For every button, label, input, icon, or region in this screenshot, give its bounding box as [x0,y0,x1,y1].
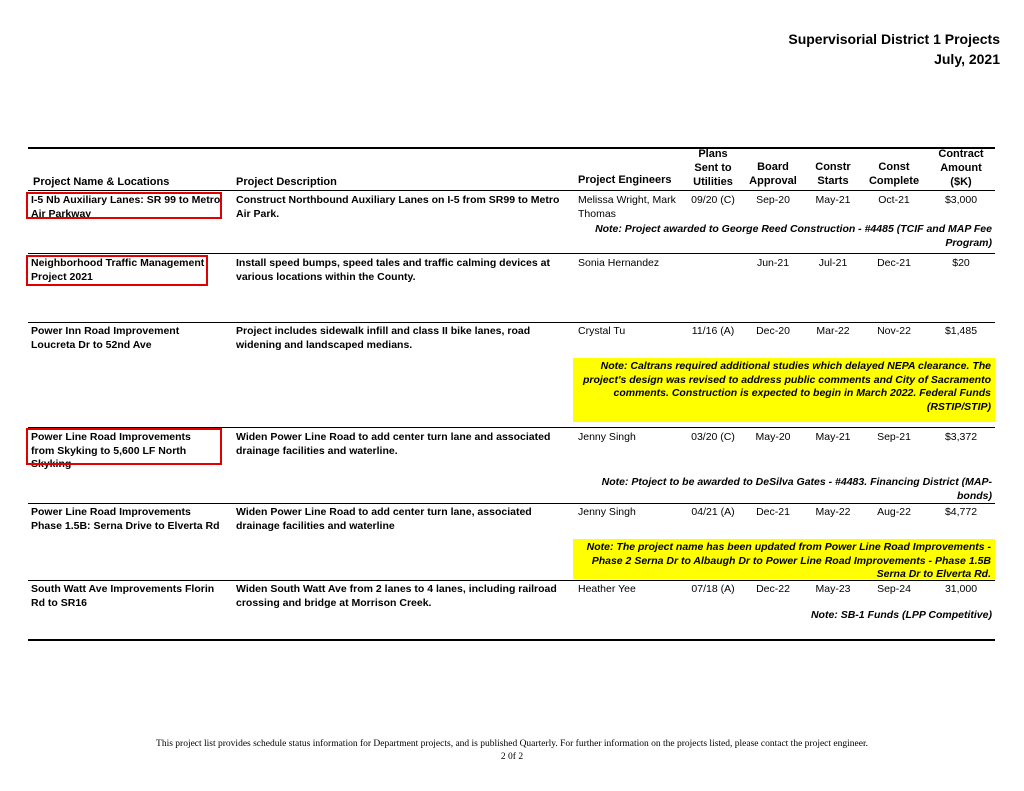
contract-amount: $3,000 [944,194,978,206]
board-date: May-20 [755,431,791,443]
project-engineers: Melissa Wright, Mark Thomas [578,194,676,220]
project-description: Widen South Watt Ave from 2 lanes to 4 lanes, including railroad crossing and bridge at Morrison Creek. [236,583,557,609]
constr-start-date: May-21 [815,194,851,206]
col-header-description: Project Description [236,176,337,188]
highlight-box [26,428,222,465]
const-complete-date: Oct-21 [878,194,910,206]
plans-date: 11/16 (A) [691,325,735,337]
col-header-engineers: Project Engineers [578,174,672,186]
page-title: Supervisorial District 1 Projects [788,31,1000,47]
project-name: Neighborhood Traffic Management Project 2021 [31,257,205,283]
project-note: Note: Ptoject to be awarded to DeSilva Gates - #4483. Financing District (MAP-bonds) [601,476,992,502]
header-rule [28,190,995,191]
project-description: Project includes sidewalk infill and class II bike lanes, road widening and landscaped medians. [236,325,531,351]
board-date: Dec-20 [756,325,790,337]
project-engineers: Heather Yee [578,583,636,595]
constr-start-date: Mar-22 [816,325,850,337]
project-engineers: Jenny Singh [578,506,636,518]
const-complete-date: Dec-21 [877,257,911,269]
plans-date: 03/20 (C) [691,431,735,443]
project-description: Install speed bumps, speed tales and traffic calming devices at various locations within the County. [236,257,550,283]
project-name: Power Line Road Improvements Phase 1.5B: Serna Drive to Elverta Rd [31,506,220,532]
col-header-amount: Contract Amount ($K) [938,148,984,188]
const-complete-date: Sep-21 [877,431,911,443]
contract-amount: 31,000 [944,583,978,595]
constr-start-date: May-21 [815,431,851,443]
page-date: July, 2021 [934,51,1000,67]
col-header-plans: Plans Sent to Utilities [693,148,733,188]
project-name: Power Inn Road Improvement Loucreta Dr to 52nd Ave [31,325,180,351]
contract-amount: $20 [952,257,970,269]
col-header-board: Board Approval [749,161,797,187]
constr-start-date: May-22 [815,506,851,518]
table-bottom-rule [28,639,995,641]
plans-date: 09/20 (C) [691,194,735,206]
board-date: Sep-20 [756,194,790,206]
project-name: South Watt Ave Improvements Florin Rd to SR16 [31,583,215,609]
project-engineers: Jenny Singh [578,431,636,443]
project-note: Note: SB-1 Funds (LPP Competitive) [810,609,992,621]
footer-text: This project list provides schedule status information for Department projects, and is published Quarterly. For further information on the projects listed, please contact the project engineer. [156,739,868,749]
col-header-constr-starts: Constr Starts [815,161,851,187]
row-rule [28,253,995,254]
contract-amount: $1,485 [944,325,978,337]
project-description: Widen Power Line Road to add center turn lane and associated drainage facilities and waterline. [236,431,551,457]
project-name: Power Line Road Improvements from Skyking to 5,600 LF North Skyking [31,431,191,470]
project-engineers: Sonia Hernandez [578,257,660,269]
board-date: Dec-21 [756,506,790,518]
contract-amount: $3,372 [944,431,978,443]
constr-start-date: Jul-21 [818,257,848,269]
contract-amount: $4,772 [944,506,978,518]
row-rule [28,580,995,581]
board-date: Dec-22 [756,583,790,595]
plans-date: 07/18 (A) [691,583,735,595]
col-header-name: Project Name & Locations [33,176,170,188]
project-description: Construct Northbound Auxiliary Lanes on I-5 from SR99 to Metro Air Park. [236,194,560,220]
highlight-box [26,255,208,286]
board-date: Jun-21 [756,257,790,269]
constr-start-date: May-23 [815,583,851,595]
project-engineers: Crystal Tu [578,325,626,337]
plans-date: 04/21 (A) [691,506,735,518]
table-top-rule [28,147,995,149]
project-note: Note: Caltrans required additional studies which delayed NEPA clearance. The project's design was revised to address public comments and City of Sacramento comments. Construction is expected to begin in March 2022. Federal Funds (RSTIP/STIP) [573,358,995,422]
const-complete-date: Nov-22 [877,325,911,337]
page-number: 2 0f 2 [500,752,524,762]
project-note: Note: Project awarded to George Reed Construction - #4485 (TCIF and MAP Fee Program) [595,223,992,249]
col-header-const-complete: Const Complete [868,161,920,187]
project-note: Note: The project name has been updated from Power Line Road Improvements - Phase 2 Serna Dr to Albaugh Dr to Power Line Road Improvements - Phase 1.5B Serna Dr to Elverta Rd. [573,539,995,579]
row-rule [28,503,995,504]
const-complete-date: Sep-24 [877,583,911,595]
const-complete-date: Aug-22 [877,506,911,518]
highlight-box [26,192,222,219]
project-description: Widen Power Line Road to add center turn lane, associated drainage facilities and waterline [236,506,532,532]
row-rule [28,322,995,323]
project-name: I-5 Nb Auxiliary Lanes: SR 99 to Metro Air Parkway [31,194,221,220]
